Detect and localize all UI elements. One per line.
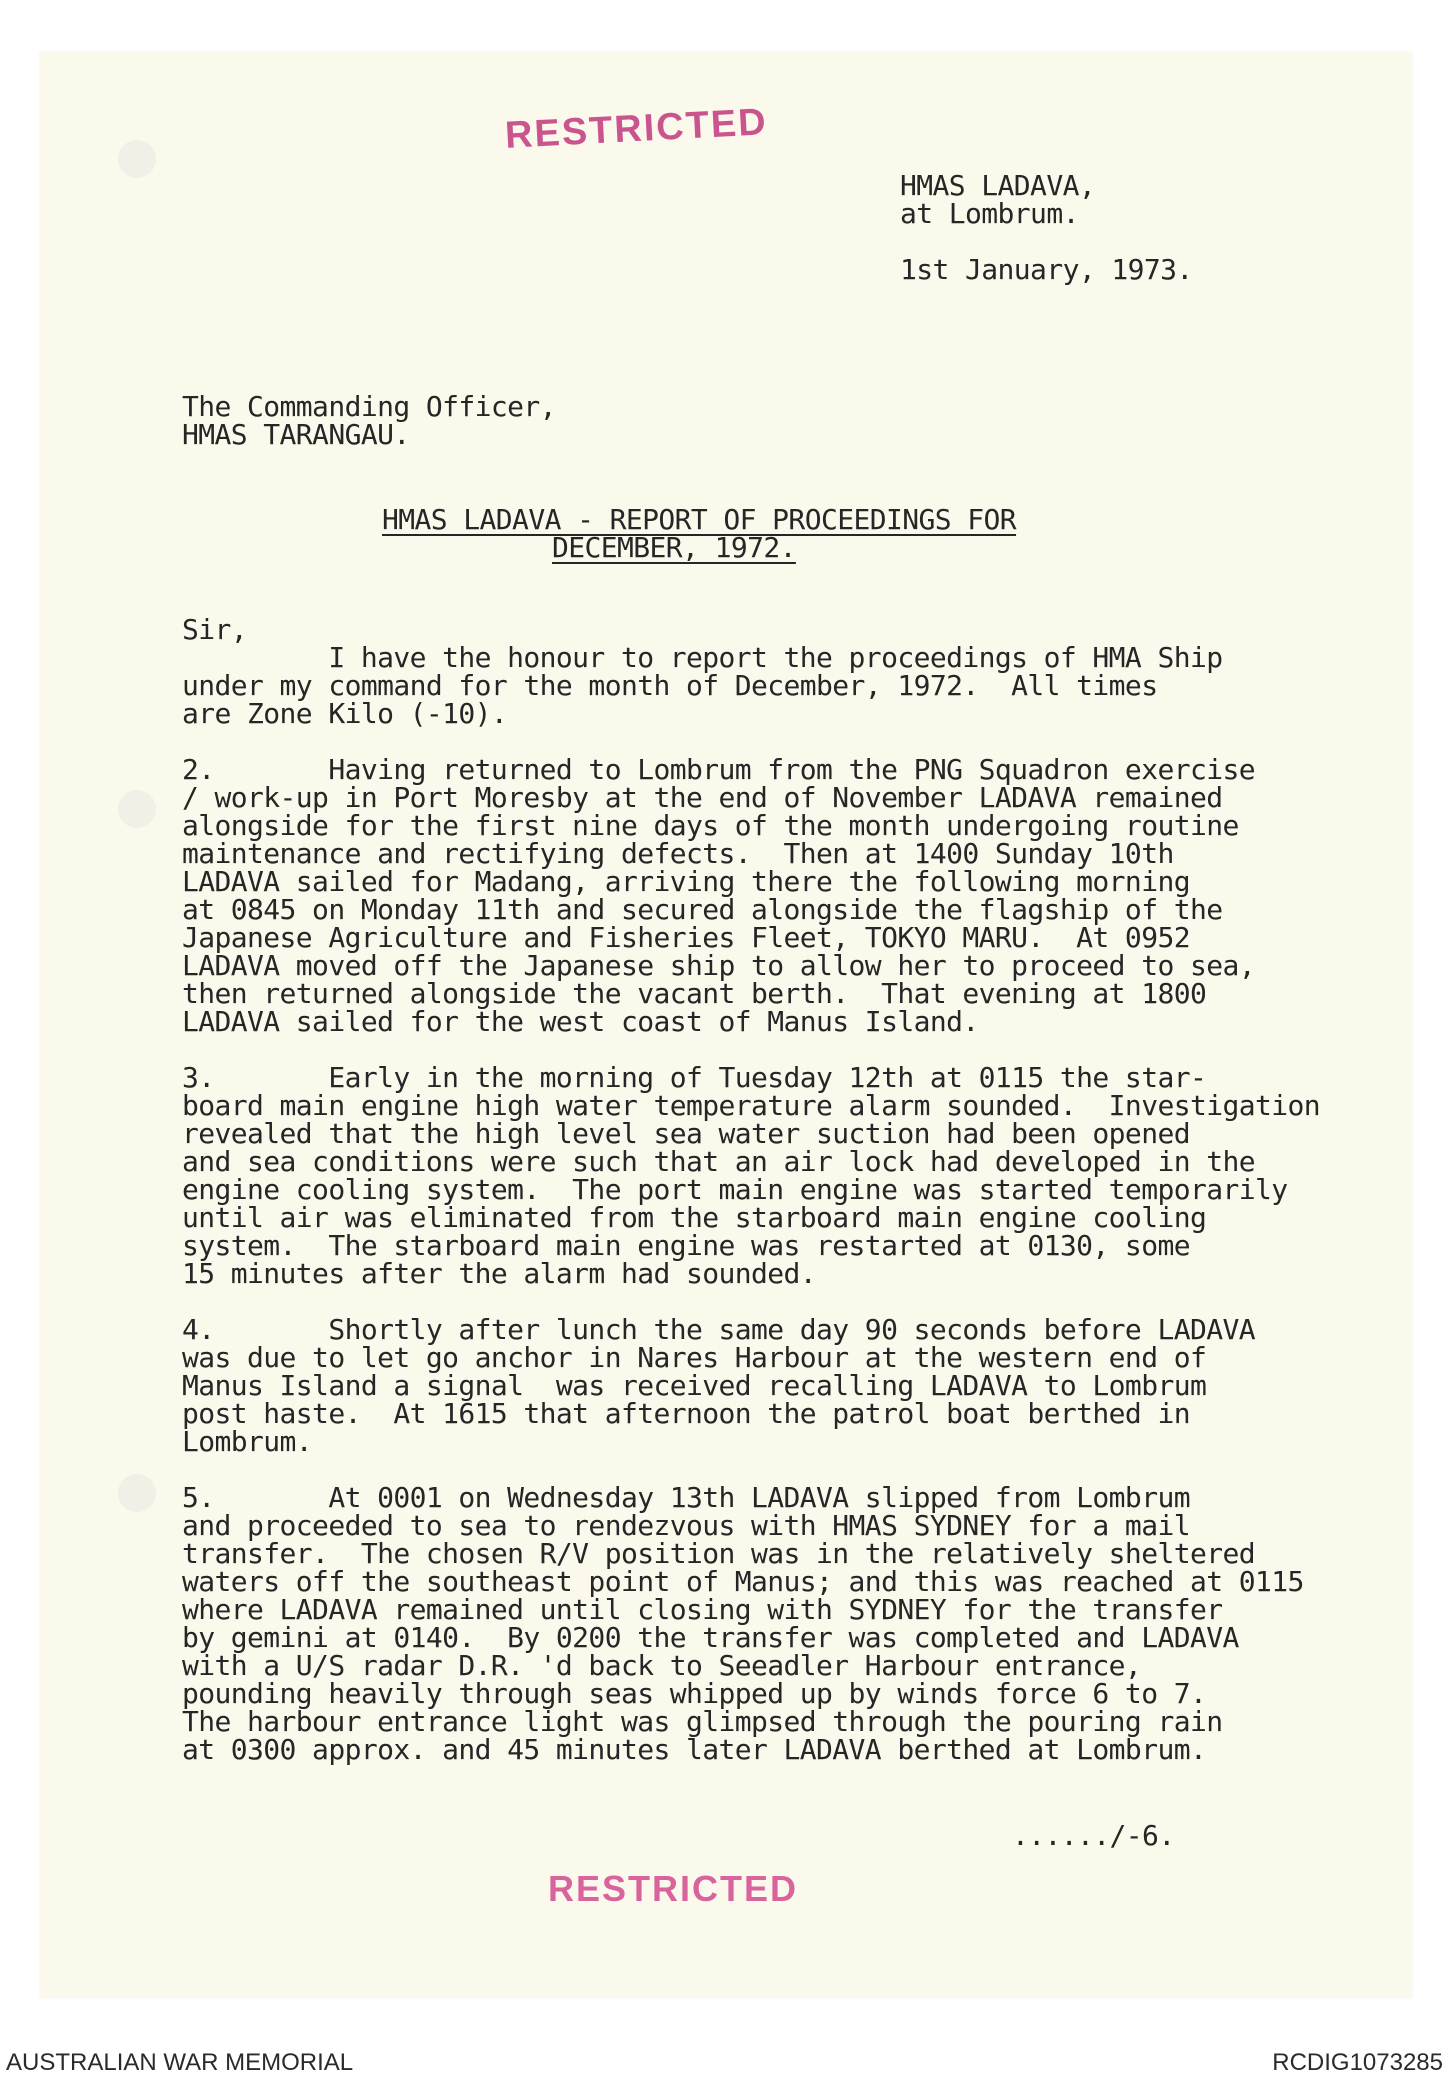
paragraph-line: revealed that the high level sea water suction had been opened xyxy=(182,1117,1190,1150)
paragraph-line: Lombrum. xyxy=(182,1425,313,1458)
paragraph-line: 5. At 0001 on Wednesday 13th LADAVA slipped from Lombrum xyxy=(182,1481,1190,1514)
salutation: Sir, xyxy=(182,613,248,646)
paragraph-line: 2. Having returned to Lombrum from the PNG Squadron exercise xyxy=(182,753,1255,786)
continuation-marker: ....../-6. xyxy=(1012,1819,1175,1852)
archive-credit: AUSTRALIAN WAR MEMORIAL xyxy=(6,2049,354,2076)
paragraph-line: then returned alongside the vacant berth. That evening at 1800 xyxy=(182,977,1207,1010)
restricted-stamp-bottom: RESTRICTED xyxy=(548,1868,799,1909)
paragraph-line: with a U/S radar D.R. 'd back to Seeadler Harbour entrance, xyxy=(182,1649,1142,1682)
paragraph-line: at 0845 on Monday 11th and secured alongside the flagship of the xyxy=(182,893,1223,926)
paragraph-line: alongside for the first nine days of the month undergoing routine xyxy=(182,809,1239,842)
recipient-line-1: The Commanding Officer, xyxy=(182,390,556,423)
sender-location: at Lombrum. xyxy=(900,197,1079,230)
paragraph-line: by gemini at 0140. By 0200 the transfer was completed and LADAVA xyxy=(182,1621,1239,1654)
paragraph-line: and proceeded to sea to rendezvous with HMAS SYDNEY for a mail xyxy=(182,1509,1190,1542)
paragraph-line: engine cooling system. The port main engine was started temporarily xyxy=(182,1173,1288,1206)
report-heading-line-1: HMAS LADAVA - REPORT OF PROCEEDINGS FOR xyxy=(382,503,1017,536)
paragraph-line: 4. Shortly after lunch the same day 90 seconds before LADAVA xyxy=(182,1313,1255,1346)
restricted-stamp-top: RESTRICTED xyxy=(504,101,769,157)
paragraph-line: at 0300 approx. and 45 minutes later LADAVA berthed at Lombrum. xyxy=(182,1733,1207,1766)
paragraph-line: maintenance and rectifying defects. Then at 1400 Sunday 10th xyxy=(182,837,1174,870)
paragraph-line: post haste. At 1615 that afternoon the patrol boat berthed in xyxy=(182,1397,1190,1430)
paragraph-line: 3. Early in the morning of Tuesday 12th at 0115 the star- xyxy=(182,1061,1207,1094)
paragraph-line: waters off the southeast point of Manus; and this was reached at 0115 xyxy=(182,1565,1304,1598)
paragraph-line: was due to let go anchor in Nares Harbour at the western end of xyxy=(182,1341,1207,1374)
paragraph-line: transfer. The chosen R/V position was in the relatively sheltered xyxy=(182,1537,1255,1570)
paragraph-line: system. The starboard main engine was restarted at 0130, some xyxy=(182,1229,1190,1262)
paragraph-line: pounding heavily through seas whipped up by winds force 6 to 7. xyxy=(182,1677,1207,1710)
paragraph-line: The harbour entrance light was glimpsed through the pouring rain xyxy=(182,1705,1223,1738)
paragraph-line: until air was eliminated from the starboard main engine cooling xyxy=(182,1201,1207,1234)
paragraph-line: 15 minutes after the alarm had sounded. xyxy=(182,1257,817,1290)
punch-hole xyxy=(118,1474,156,1512)
sender-date: 1st January, 1973. xyxy=(900,253,1193,286)
paragraph-line: board main engine high water temperature alarm sounded. Investigation xyxy=(182,1089,1321,1122)
archive-id: RCDIG1073285 xyxy=(1272,2049,1443,2076)
sender-ship: HMAS LADAVA, xyxy=(900,169,1096,202)
paragraph-line: and sea conditions were such that an air lock had developed in the xyxy=(182,1145,1255,1178)
recipient-line-2: HMAS TARANGAU. xyxy=(182,418,410,451)
paragraph-line: where LADAVA remained until closing with SYDNEY for the transfer xyxy=(182,1593,1223,1626)
paragraph-line: Japanese Agriculture and Fisheries Fleet, TOKYO MARU. At 0952 xyxy=(182,921,1190,954)
paragraph-line: I have the honour to report the proceedings of HMA Ship xyxy=(182,641,1223,674)
paragraph-line: LADAVA sailed for the west coast of Manus Island. xyxy=(182,1005,979,1038)
paragraph-line: under my command for the month of December, 1972. All times xyxy=(182,669,1158,702)
punch-hole xyxy=(118,790,156,828)
paragraph-line: LADAVA sailed for Madang, arriving there the following morning xyxy=(182,865,1190,898)
paragraph-line: LADAVA moved off the Japanese ship to allow her to proceed to sea, xyxy=(182,949,1255,982)
paragraph-line: Manus Island a signal was received recalling LADAVA to Lombrum xyxy=(182,1369,1207,1402)
paragraph-line: are Zone Kilo (-10). xyxy=(182,697,508,730)
punch-hole xyxy=(118,140,156,178)
report-heading-line-2: DECEMBER, 1972. xyxy=(552,531,796,564)
paragraph-line: / work-up in Port Moresby at the end of November LADAVA remained xyxy=(182,781,1223,814)
